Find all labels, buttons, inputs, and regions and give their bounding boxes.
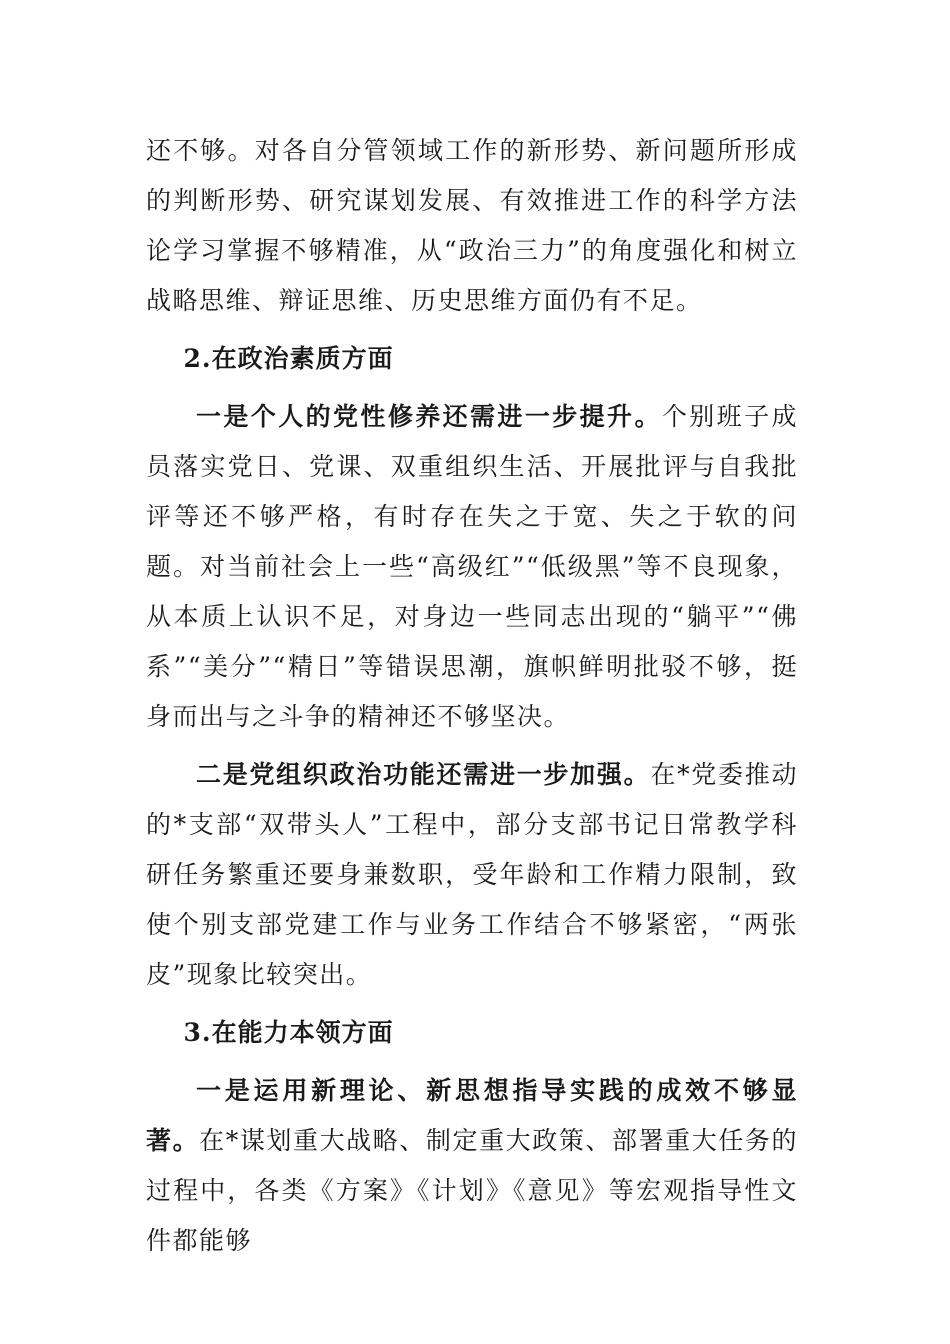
- paragraph-lead-text: 一是个人的党性修养还需进一步提升。: [196, 402, 662, 431]
- spacer: [146, 384, 798, 392]
- paragraph-party-spirit: [146, 392, 798, 742]
- document-body: [146, 126, 798, 1266]
- paragraph-lead-text: 二是党组织政治功能还需进一步加强。: [196, 760, 651, 789]
- paragraph-party-organization: [146, 750, 798, 1000]
- paragraph-text: 在*党委推动的*支部“双带头人”工程中，部分支部书记日常教学科研任务繁重还要身兼数职，受年龄和工作精力限制，致使个别支部党建工作与业务工作结合不够紧密，“两张皮”现象比较突出。: [146, 760, 798, 989]
- spacer: [146, 1058, 798, 1066]
- spacer: [146, 1000, 798, 1008]
- paragraph-text: 个别班子成员落实党日、党课、双重组织生活、开展批评与自我批评等还不够严格，有时存在失之于宽、失之于软的问题。对当前社会上一些“高级红”“低级黑”等不良现象，从本质上认识不足，对身边一些同志出现的“躺平”“佛系”“美分”“精日”等错误思潮，旗帜鲜明批驳不够，挺身而出与之斗争的精神还不够坚决。: [146, 402, 798, 731]
- paragraph-lead-text: 一是运用新理论、新思想指导实践的成效不够显著。: [146, 1076, 798, 1155]
- paragraph-continuation: [146, 126, 798, 326]
- section-heading-political-quality: 2.在政治素质方面: [183, 344, 394, 373]
- section-heading-capability: 3.在能力本领方面: [183, 1018, 394, 1047]
- paragraph-text: 还不够。对各自分管领域工作的新形势、新问题所形成的判断形势、研究谋划发展、有效推进工作的科学方法论学习掌握不够精准，从“政治三力”的角度强化和树立战略思维、辩证思维、历史思维方面仍有不足。: [146, 136, 798, 315]
- spacer: [146, 742, 798, 750]
- paragraph-text: 在*谋划重大战略、制定重大政策、部署重大任务的过程中，各类《方案》《计划》《意见》等宏观指导性文件都能够: [146, 1126, 798, 1255]
- paragraph-theory-practice: [146, 1066, 798, 1266]
- spacer: [146, 326, 798, 334]
